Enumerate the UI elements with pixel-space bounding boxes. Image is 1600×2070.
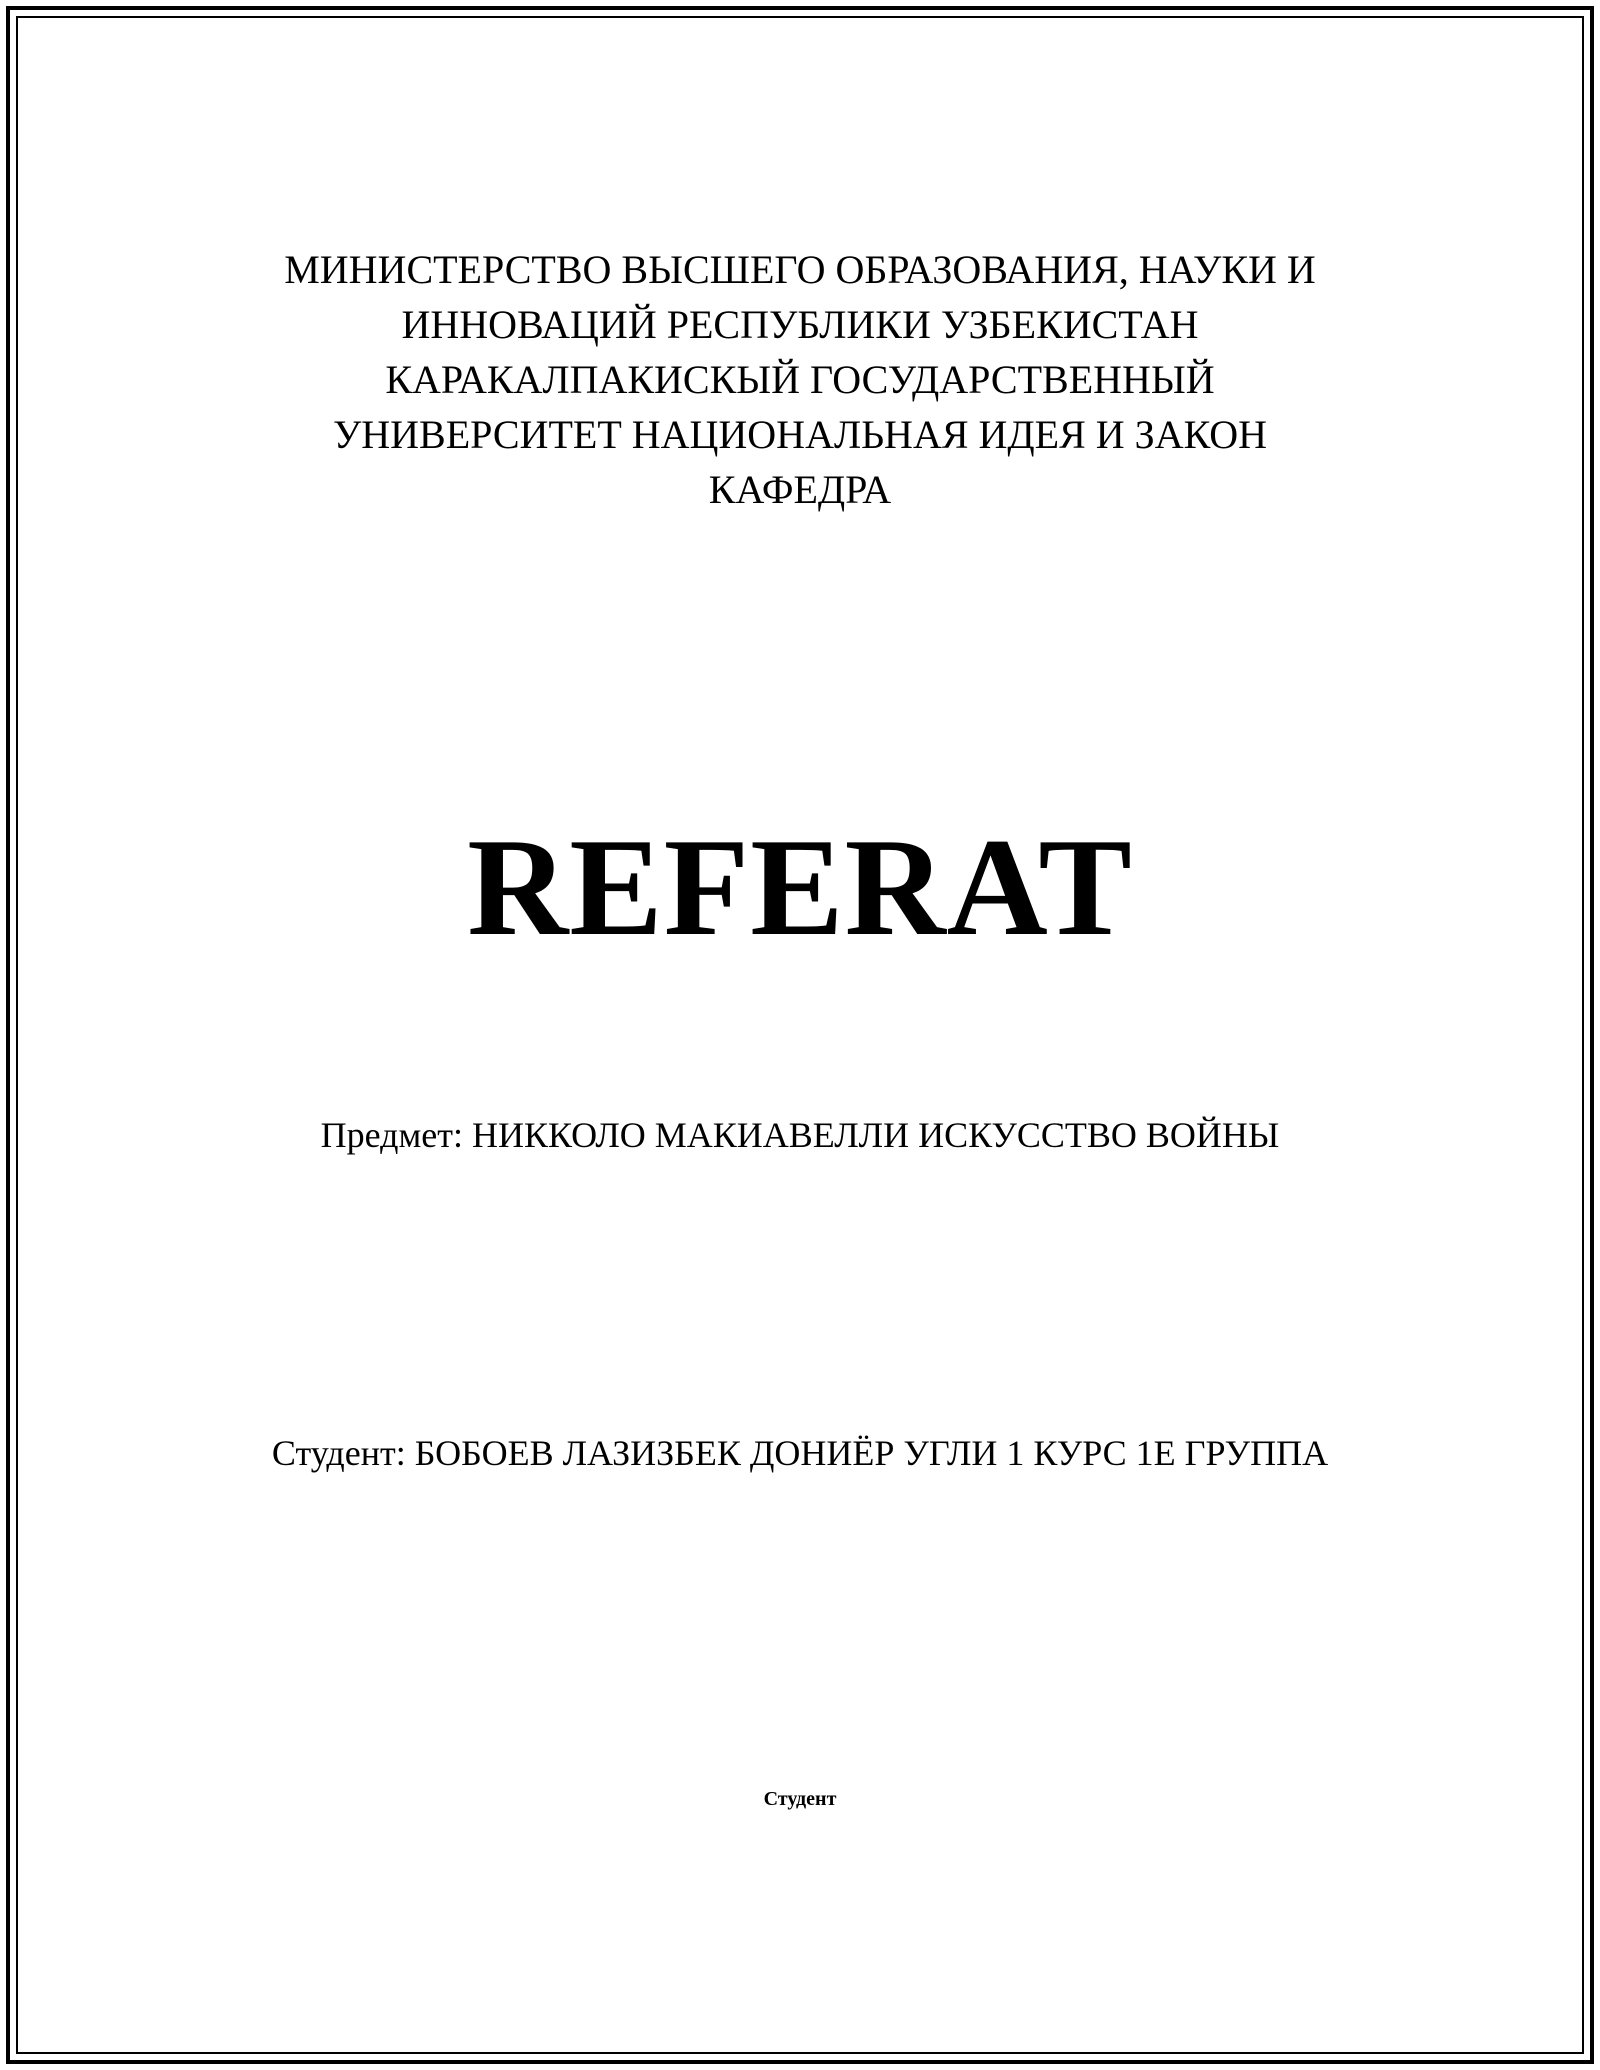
footer-student-label: Студент bbox=[763, 1788, 837, 1810]
document-title: REFERAT bbox=[467, 810, 1133, 965]
student-line: Студент: БОБОЕВ ЛАЗИЗБЕК ДОНИЁР УГЛИ 1 КУРС 1Е ГРУППА bbox=[271, 1433, 1329, 1473]
header-line: КАФЕДРА bbox=[708, 467, 892, 512]
header-line: ИННОВАЦИЙ РЕСПУБЛИКИ УЗБЕКИСТАН bbox=[401, 302, 1199, 347]
institution-header bbox=[0, 242, 1600, 517]
header-line: КАРАКАЛПАКИСКЫЙ ГОСУДАРСТВЕННЫЙ bbox=[385, 357, 1215, 402]
header-line: УНИВЕРСИТЕТ НАЦИОНАЛЬНАЯ ИДЕЯ И ЗАКОН bbox=[332, 412, 1268, 457]
header-line: МИНИСТЕРСТВО ВЫСШЕГО ОБРАЗОВАНИЯ, НАУКИ И bbox=[284, 247, 1316, 292]
subject-line: Предмет: НИККОЛО МАКИАВЕЛЛИ ИСКУССТВО ВОЙНЫ bbox=[320, 1115, 1280, 1155]
